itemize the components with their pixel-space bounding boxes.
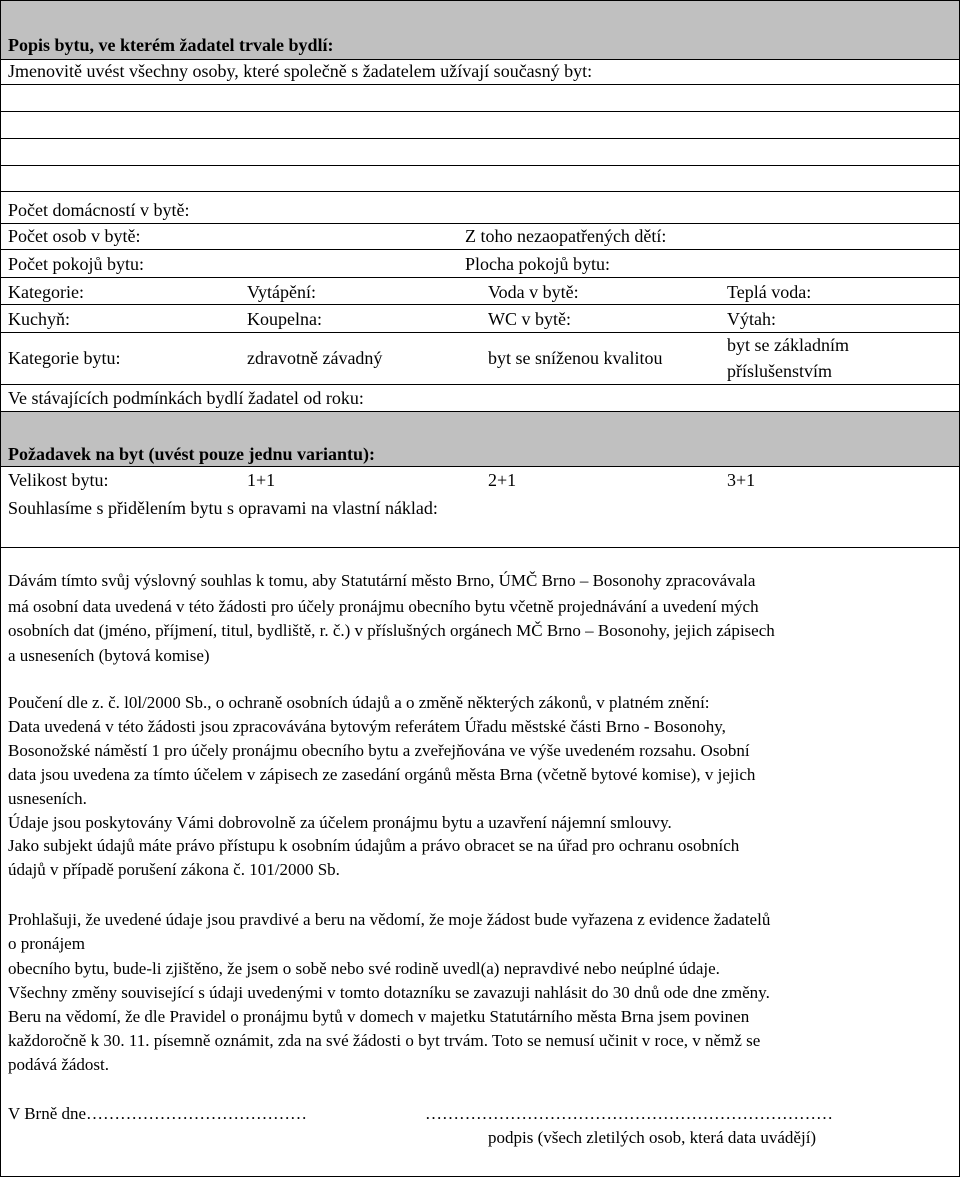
rule (0, 277, 960, 278)
option-reduced-quality[interactable]: byt se sníženou kvalitou (488, 348, 663, 368)
households-label: Počet domácností v bytě: (8, 200, 190, 220)
place-date-field[interactable]: V Brně dne………………………………… (8, 1104, 308, 1123)
person-row-4[interactable] (1, 166, 959, 191)
person-row-1[interactable] (1, 85, 959, 111)
notice-line-1: Poučení dle z. č. l0l/2000 Sb., o ochraně osobních údajů a o změně některých zákonů, v platném znění: (8, 693, 710, 712)
consent-line-3: osobních dat (jméno, příjmení, titul, bydliště, r. č.) v příslušných orgánech MČ Brno – Bosonohy, jejich zápisech (8, 621, 775, 640)
rule (0, 332, 960, 333)
notice-line-2: Data uvedená v této žádosti jsou zpracovávána bytovým referátem Úřadu městské části Brno - Bosonohy, (8, 717, 726, 736)
signature-caption: podpis (všech zletilých osob, která data uvádějí) (488, 1128, 817, 1147)
consent-line-2: má osobní data uvedená v této žádosti pro účely pronájmu obecního bytu včetně projednávání a uvedení mých (8, 597, 759, 616)
rooms-label: Počet pokojů bytu: (8, 254, 144, 274)
notice-line-6: Údaje jsou poskytovány Vámi dobrovolně za účelem pronájmu bytu a uzavření nájemní smlouvy. (8, 813, 672, 832)
section2-heading: Požadavek na byt (uvést pouze jednu variantu): (8, 444, 376, 464)
notice-line-8: údajů v případě porušení zákona č. 101/2000 Sb. (8, 860, 340, 879)
person-row-2[interactable] (1, 112, 959, 138)
section1-instruction: Jmenovitě uvést všechny osoby, které společně s žadatelem užívají současný byt: (8, 61, 593, 81)
option-basic-line1[interactable]: byt se základním (727, 335, 849, 355)
bathroom-label: Koupelna: (247, 309, 322, 329)
rule (0, 191, 960, 192)
notice-line-4: data jsou uvedena za tímto účelem v zápisech ze zasedání orgánů města Brna (včetně bytové komise), v jejich (8, 765, 756, 784)
size-option-3[interactable]: 3+1 (727, 470, 756, 490)
notice-line-5: usneseních. (8, 789, 87, 808)
declaration-line-1: Prohlašuji, že uvedené údaje jsou pravdivé a beru na vědomí, že moje žádost bude vyřazena z evidence žadatelů (8, 910, 771, 929)
persons-label: Počet osob v bytě: (8, 226, 141, 246)
person-row-3[interactable] (1, 139, 959, 165)
signature-field[interactable]: ……………………………………………………………… (425, 1104, 833, 1123)
option-basic-line2[interactable]: příslušenstvím (727, 361, 833, 381)
water-label: Voda v bytě: (488, 282, 579, 302)
section1-heading: Popis bytu, ve kterém žadatel trvale bydlí: (8, 35, 334, 55)
declaration-line-2: o pronájem (8, 934, 85, 953)
room-area-label: Plocha pokojů bytu: (465, 254, 610, 274)
agree-repairs-label: Souhlasíme s přidělením bytu s opravami na vlastní náklad: (8, 498, 438, 518)
flat-category-label: Kategorie bytu: (8, 348, 121, 368)
size-option-1[interactable]: 1+1 (247, 470, 276, 490)
heating-label: Vytápění: (247, 282, 316, 302)
rule (0, 384, 960, 385)
notice-line-7: Jako subjekt údajů máte právo přístupu k osobním údajům a právo obracet se na úřad pro ochranu osobních (8, 836, 740, 855)
size-label: Velikost bytu: (8, 470, 109, 490)
rule (0, 249, 960, 250)
elevator-label: Výtah: (727, 309, 776, 329)
rule (0, 466, 960, 467)
wc-label: WC v bytě: (488, 309, 571, 329)
size-option-2[interactable]: 2+1 (488, 470, 517, 490)
kitchen-label: Kuchyň: (8, 309, 70, 329)
consent-line-4: a usneseních (bytová komise) (8, 646, 210, 665)
category-label: Kategorie: (8, 282, 84, 302)
declaration-line-3: obecního bytu, bude-li zjištěno, že jsem o sobě nebo své rodině uvedl(a) nepravdivé nebo neúplné údaje. (8, 959, 720, 978)
option-unhealthy[interactable]: zdravotně závadný (247, 348, 383, 368)
rule (0, 304, 960, 305)
declaration-line-4: Všechny změny související s údaji uvedenými v tomto dotazníku se zavazuji nahlásit do 30 dnů ode dne změny. (8, 983, 770, 1002)
consent-line-1: Dávám tímto svůj výslovný souhlas k tomu, aby Statutární město Brno, ÚMČ Brno – Bosonohy zpracovávala (8, 571, 756, 590)
declaration-line-5: Beru na vědomí, že dle Pravidel o pronájmu bytů v domech v majetku Statutárního města Brna jsem povinen (8, 1007, 750, 1026)
rule (0, 223, 960, 224)
dependent-children-label: Z toho nezaopatřených dětí: (465, 226, 667, 246)
notice-line-3: Bosonožské náměstí 1 pro účely pronájmu obecního bytu a zveřejňována ve výše uvedeném rozsahu. Osobní (8, 741, 750, 760)
declaration-line-6: každoročně k 30. 11. písemně oznámit, zda na své žádosti o byt trvám. Toto se nemusí učinit v roce, v němž se (8, 1031, 761, 1050)
living-since-label: Ve stávajících podmínkách bydlí žadatel od roku: (8, 388, 364, 408)
declaration-line-7: podává žádost. (8, 1055, 110, 1074)
hot-water-label: Teplá voda: (727, 282, 812, 302)
rule (0, 547, 960, 548)
